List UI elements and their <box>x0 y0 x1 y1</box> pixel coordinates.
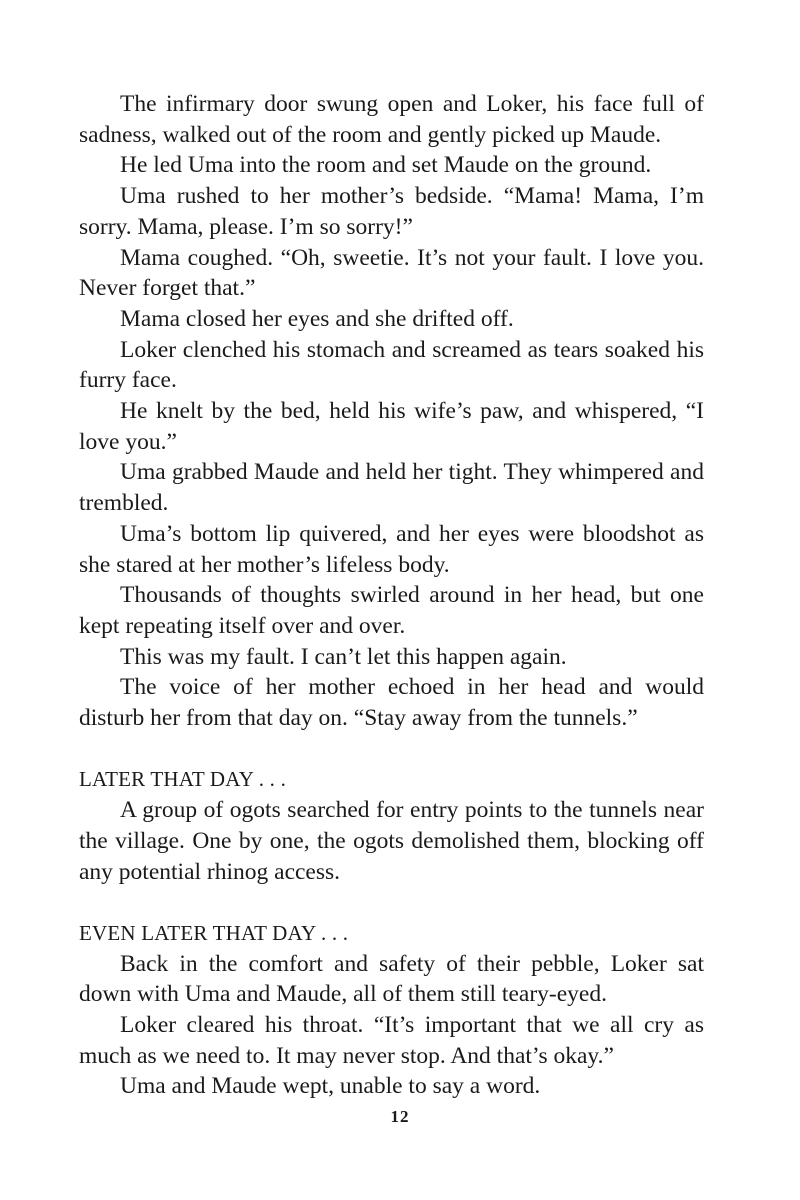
paragraph: Loker cleared his throat. “It’s important that we all cry as much as we need to. It may never stop. And that’s okay.” <box>79 1012 704 1069</box>
paragraph: The infirmary door swung open and Loker, his face full of sadness, walked out of the room and gently picked up Maude. <box>79 91 704 148</box>
paragraph: He led Uma into the room and set Maude on the ground. <box>120 152 652 179</box>
paragraph: This was my fault. I can’t let this happen again. <box>120 643 567 670</box>
paragraph: Uma rushed to her mother’s bedside. “Mama! Mama, I’m sorry. Mama, please. I’m so sorry!” <box>79 183 704 240</box>
page-number: 12 <box>390 1107 410 1126</box>
paragraph: A group of ogots searched for entry points to the tunnels near the village. One by one, the ogots demolished them, blocking off any potential rhinog access. <box>79 797 704 885</box>
paragraph: Loker clenched his stomach and screamed as tears soaked his furry face. <box>79 336 704 394</box>
paragraph: Uma grabbed Maude and held her tight. They whimpered and trembled. <box>79 459 704 517</box>
section-heading-later: LATER THAT DAY . . . <box>79 767 287 792</box>
paragraph: Thousands of thoughts swirled around in her head, but one kept repeating itself over and over. <box>79 582 704 639</box>
paragraph: Uma’s bottom lip quivered, and her eyes were bloodshot as she stared at her mother’s lifeless body. <box>79 520 704 578</box>
paragraph: Mama coughed. “Oh, sweetie. It’s not your fault. I love you. Never forget that.” <box>79 244 704 302</box>
section-heading-even-later: EVEN LATER THAT DAY . . . <box>79 920 349 945</box>
paragraph: Back in the comfort and safety of their pebble, Loker sat down with Uma and Maude, all of them still teary-eyed. <box>79 950 704 1008</box>
paragraph: Mama closed her eyes and she drifted off. <box>120 305 514 332</box>
page-text <box>79 89 704 1102</box>
paragraph: The voice of her mother echoed in her head and would disturb her from that day on. “Stay away from the tunnels.” <box>79 674 704 732</box>
paragraph: Uma and Maude wept, unable to say a word. <box>120 1073 541 1100</box>
paragraph: He knelt by the bed, held his wife’s paw, and whispered, “I love you.” <box>79 398 704 455</box>
